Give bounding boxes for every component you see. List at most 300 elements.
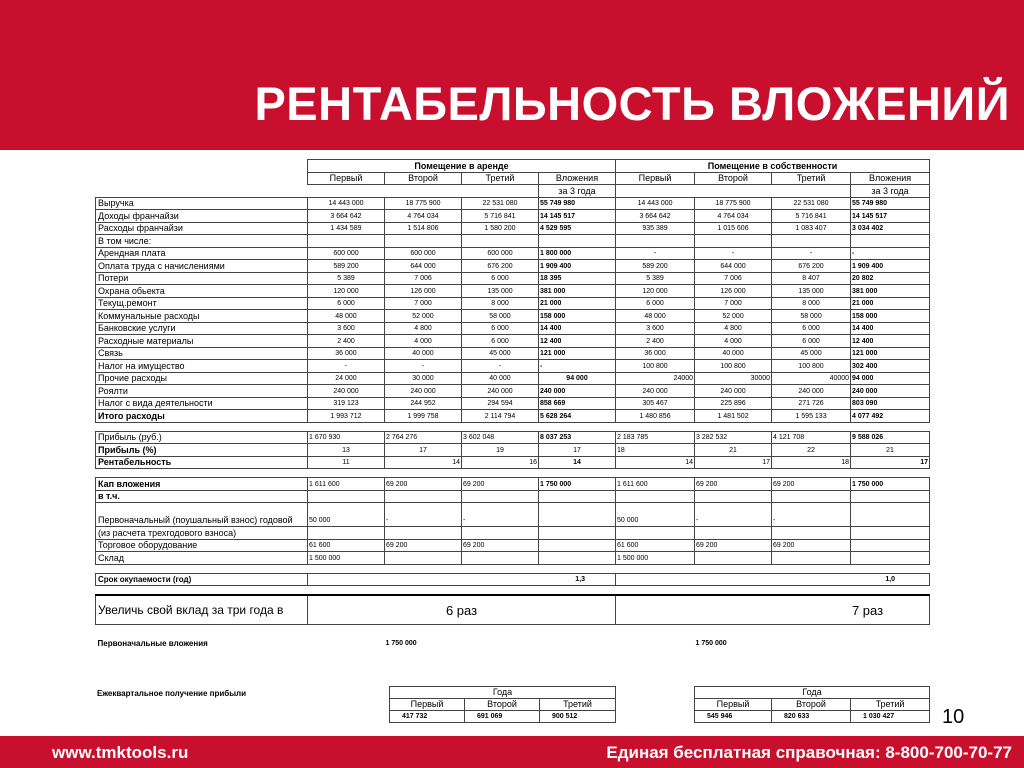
table-cell: 8 407	[772, 272, 851, 285]
table-cell: 22 531 080	[462, 197, 539, 210]
table-cell: 61 600	[308, 539, 385, 552]
table-row	[96, 503, 930, 527]
col-investments: Вложения	[539, 172, 616, 185]
table-cell: 16	[462, 456, 539, 469]
table-cell: 240 000	[772, 385, 851, 398]
table-row	[96, 260, 930, 273]
table-cell: -	[308, 360, 385, 373]
table-cell	[616, 235, 695, 248]
table-cell	[308, 527, 385, 540]
table-cell	[851, 552, 930, 565]
table-row	[96, 310, 930, 323]
col-third: Третий	[772, 172, 851, 185]
table-cell	[851, 503, 930, 527]
table-cell: 4 800	[385, 322, 462, 335]
table-cell: 6 000	[462, 335, 539, 348]
q-col-third: Третий	[851, 699, 930, 711]
table-cell: 100 800	[695, 360, 772, 373]
table-cell: 240 000	[385, 385, 462, 398]
table-cell: 17	[851, 456, 930, 469]
initial-row	[96, 625, 930, 662]
table-cell: 40 000	[695, 347, 772, 360]
table-cell: 1 595 133	[772, 410, 851, 423]
row-label: Итого расходы	[96, 410, 308, 423]
table-cell: 4 000	[385, 335, 462, 348]
table-cell: 12 400	[851, 335, 930, 348]
table-cell: 935 389	[616, 222, 695, 235]
table-cell: 21	[851, 444, 930, 457]
q-own-3: 1 030 427	[851, 711, 930, 723]
table-cell: 4 077 492	[851, 410, 930, 423]
table-cell: -	[462, 360, 539, 373]
q-own-1: 545 946	[695, 711, 772, 723]
table-cell: 19	[462, 444, 539, 457]
table-cell	[308, 490, 385, 503]
table-cell: 7 006	[385, 272, 462, 285]
spacer-row	[96, 564, 930, 573]
table-cell: 1 670 930	[308, 431, 385, 444]
table-cell: 271 726	[772, 397, 851, 410]
table-cell: 17	[385, 444, 462, 457]
table-cell: 69 200	[462, 478, 539, 491]
row-label: Кап вложения	[96, 478, 308, 491]
initial-own: 1 750 000	[695, 639, 727, 647]
table-cell: 803 090	[851, 397, 930, 410]
table-cell: -	[695, 503, 772, 527]
table-cell	[462, 235, 539, 248]
table-cell: 14	[385, 456, 462, 469]
table-cell: -	[385, 360, 462, 373]
table-cell: 3 600	[616, 322, 695, 335]
table-cell: 55 749 980	[851, 197, 930, 210]
table-cell: 14	[616, 456, 695, 469]
table-row	[96, 527, 930, 540]
table-cell: 600 000	[385, 247, 462, 260]
table-cell	[695, 490, 772, 503]
table-cell: 2 183 785	[616, 431, 695, 444]
table-cell	[462, 527, 539, 540]
table-cell	[385, 490, 462, 503]
table-cell: 69 200	[695, 478, 772, 491]
table-cell: -	[385, 503, 462, 527]
row-label: Банковские услуги	[96, 322, 308, 335]
table-cell: 100 800	[772, 360, 851, 373]
table-cell	[695, 235, 772, 248]
profitability-table	[95, 159, 930, 661]
row-label: Выручка	[96, 197, 308, 210]
table-row	[96, 410, 930, 423]
table-cell: 14	[539, 456, 616, 469]
row-label: Доходы франчайзи	[96, 210, 308, 223]
table-cell	[616, 527, 695, 540]
table-cell: 1 611 600	[308, 478, 385, 491]
table-row	[96, 444, 930, 457]
table-cell: 14 400	[851, 322, 930, 335]
q-col-third: Третий	[540, 699, 616, 711]
payback-rent: 1,3	[308, 573, 616, 586]
table-row	[96, 347, 930, 360]
table-cell: 600 000	[308, 247, 385, 260]
table-cell	[772, 235, 851, 248]
table-cell: 126 000	[695, 285, 772, 298]
table-cell: 69 200	[385, 539, 462, 552]
table-cell	[385, 527, 462, 540]
table-cell: 1 750 000	[851, 478, 930, 491]
growth-rent: 6 раз	[308, 595, 616, 625]
growth-own: 7 раз	[616, 595, 930, 625]
table-cell: 135 000	[462, 285, 539, 298]
table-cell	[308, 235, 385, 248]
row-label: Первоначальный (поушальный взнос) годовой	[96, 503, 308, 527]
table-cell: 48 000	[308, 310, 385, 323]
table-row	[96, 297, 930, 310]
table-cell: 94 000	[539, 372, 616, 385]
col-investments: Вложения	[851, 172, 930, 185]
spacer-row	[96, 586, 930, 596]
table-cell	[462, 552, 539, 565]
row-label: Потери	[96, 272, 308, 285]
row-label: В том числе:	[96, 235, 308, 248]
table-cell: 240 000	[539, 385, 616, 398]
table-cell: 644 000	[695, 260, 772, 273]
table-cell: 13	[308, 444, 385, 457]
table-cell: 6 000	[616, 297, 695, 310]
table-cell: 18	[616, 444, 695, 457]
table-row	[96, 456, 930, 469]
table-cell	[772, 527, 851, 540]
quarterly-label: Ежеквартальное получение прибыли	[97, 689, 247, 698]
table-row	[96, 490, 930, 503]
table-cell: 30000	[695, 372, 772, 385]
table-row	[96, 385, 930, 398]
table-cell: 294 594	[462, 397, 539, 410]
row-label: Налог с вида деятельности	[96, 397, 308, 410]
q-col-first: Первый	[390, 699, 465, 711]
table-cell: -	[539, 360, 616, 373]
table-cell: 4 764 034	[695, 210, 772, 223]
website-link[interactable]: www.tmktools.ru	[52, 743, 189, 762]
table-cell: 305 467	[616, 397, 695, 410]
table-cell: 676 200	[462, 260, 539, 273]
table-row	[96, 397, 930, 410]
table-cell: 21 000	[539, 297, 616, 310]
table-cell: 1 800 000	[539, 247, 616, 260]
table-cell: 94 000	[851, 372, 930, 385]
table-cell: 240 000	[695, 385, 772, 398]
table-cell: 4 529 595	[539, 222, 616, 235]
table-row	[96, 360, 930, 373]
table-cell: -	[616, 247, 695, 260]
table-cell: 5 716 841	[462, 210, 539, 223]
table-cell: -	[695, 247, 772, 260]
col-third: Третий	[462, 172, 539, 185]
table-cell: 18 395	[539, 272, 616, 285]
table-cell: 7 000	[695, 297, 772, 310]
table-cell: 5 716 841	[772, 210, 851, 223]
table-cell: 7 006	[695, 272, 772, 285]
q-rent-1: 417 732	[390, 711, 465, 723]
table-cell: 121 000	[539, 347, 616, 360]
row-label: Прибыль (руб.)	[96, 431, 308, 444]
table-cell: 69 200	[385, 478, 462, 491]
table-cell: 18 775 900	[385, 197, 462, 210]
table-cell	[772, 490, 851, 503]
table-cell: 1 434 589	[308, 222, 385, 235]
payback-row	[96, 573, 930, 586]
table-cell: 4 800	[695, 322, 772, 335]
table-cell: 1 909 400	[851, 260, 930, 273]
table-cell: 8 000	[462, 297, 539, 310]
table-cell: 17	[695, 456, 772, 469]
table-cell: 30 000	[385, 372, 462, 385]
col-second: Второй	[695, 172, 772, 185]
table-cell: 240 000	[462, 385, 539, 398]
table-cell: 1 500 000	[308, 552, 385, 565]
table-cell: 120 000	[308, 285, 385, 298]
payback-own: 1,0	[616, 573, 930, 586]
table-row	[96, 272, 930, 285]
table-cell	[851, 527, 930, 540]
table-cell: 6 000	[462, 322, 539, 335]
table-row	[96, 552, 930, 565]
table-row	[96, 478, 930, 491]
table-cell: 676 200	[772, 260, 851, 273]
table-cell: 69 200	[462, 539, 539, 552]
page-number: 10	[942, 706, 965, 728]
row-label: Связь	[96, 347, 308, 360]
row-label: (из расчета трехгодового взноса)	[96, 527, 308, 540]
col-investments-3y: за 3 года	[539, 185, 616, 198]
q-own-2: 820 633	[772, 711, 851, 723]
table-cell: 3 664 642	[308, 210, 385, 223]
table-cell	[539, 235, 616, 248]
growth-label: Увеличь свой вклад за три года в	[96, 595, 308, 625]
table-cell: 55 749 980	[539, 197, 616, 210]
table-cell: 1 580 200	[462, 222, 539, 235]
table-cell: 120 000	[616, 285, 695, 298]
table-cell: 18	[772, 456, 851, 469]
table-cell: 6 000	[462, 272, 539, 285]
table-cell: 6 000	[772, 335, 851, 348]
table-cell	[385, 235, 462, 248]
table-cell: 36 000	[308, 347, 385, 360]
table-cell: 58 000	[462, 310, 539, 323]
table-cell: 61 600	[616, 539, 695, 552]
table-cell: 3 034 402	[851, 222, 930, 235]
table-row	[96, 222, 930, 235]
table-cell: 69 200	[772, 478, 851, 491]
table-cell: 1 500 000	[616, 552, 695, 565]
table-cell: 644 000	[385, 260, 462, 273]
table-cell: 50 000	[308, 503, 385, 527]
table-cell: 22 531 080	[772, 197, 851, 210]
table-cell: 4 121 708	[772, 431, 851, 444]
row-label: Роялти	[96, 385, 308, 398]
table-cell: 1 083 407	[772, 222, 851, 235]
table-cell: 58 000	[772, 310, 851, 323]
table-row	[96, 322, 930, 335]
table-row	[96, 197, 930, 210]
table-cell: 48 000	[616, 310, 695, 323]
table-cell: 8 037 253	[539, 431, 616, 444]
table-cell: 69 200	[695, 539, 772, 552]
table-cell	[462, 490, 539, 503]
row-label: Налог на имущество	[96, 360, 308, 373]
table-row	[96, 235, 930, 248]
table-cell: 2 400	[616, 335, 695, 348]
row-label: Текущ.ремонт	[96, 297, 308, 310]
table-cell: 858 669	[539, 397, 616, 410]
table-cell: 21 000	[851, 297, 930, 310]
table-cell: 69 200	[772, 539, 851, 552]
table-cell: 1 514 806	[385, 222, 462, 235]
spacer-row	[96, 469, 930, 478]
table-cell: 2 764 276	[385, 431, 462, 444]
table-cell: 240 000	[308, 385, 385, 398]
initial-label: Первоначальные вложения	[97, 638, 208, 648]
table-cell: 5 628 264	[539, 410, 616, 423]
table-cell: 240 000	[851, 385, 930, 398]
table-cell: 52 000	[695, 310, 772, 323]
table-cell: 50 000	[616, 503, 695, 527]
table-cell: 126 000	[385, 285, 462, 298]
table-cell	[539, 490, 616, 503]
table-cell	[616, 490, 695, 503]
years-header: Года	[695, 687, 930, 699]
table-cell	[851, 539, 930, 552]
table-cell: 2 114 794	[462, 410, 539, 423]
col-investments-3y: за 3 года	[851, 185, 930, 198]
initial-rent: 1 750 000	[385, 639, 417, 647]
row-label: Прочие расходы	[96, 372, 308, 385]
row-label: Расходы франчайзи	[96, 222, 308, 235]
q-col-second: Второй	[465, 699, 540, 711]
table-cell: 589 200	[616, 260, 695, 273]
row-label: Торговое оборудование	[96, 539, 308, 552]
table-cell	[695, 527, 772, 540]
table-cell: 36 000	[616, 347, 695, 360]
table-cell: 45 000	[772, 347, 851, 360]
row-label: в т.ч.	[96, 490, 308, 503]
table-cell: 14 443 000	[616, 197, 695, 210]
table-cell	[539, 503, 616, 527]
table-cell: 1 481 502	[695, 410, 772, 423]
table-cell: 7 000	[385, 297, 462, 310]
row-label: Прибыль (%)	[96, 444, 308, 457]
row-label: Рентабельность	[96, 456, 308, 469]
spacer-row	[96, 422, 930, 431]
table-cell: 22	[772, 444, 851, 457]
table-cell: 24000	[616, 372, 695, 385]
table-cell	[851, 490, 930, 503]
table-cell: 3 282 532	[695, 431, 772, 444]
table-cell: 158 000	[539, 310, 616, 323]
table-cell: 240 000	[616, 385, 695, 398]
table-cell	[539, 552, 616, 565]
growth-row	[96, 595, 930, 625]
table-cell: 381 000	[851, 285, 930, 298]
table-cell	[851, 235, 930, 248]
table-row	[96, 539, 930, 552]
table-row	[96, 285, 930, 298]
table-cell: 1 611 600	[616, 478, 695, 491]
row-label: Охрана обьекта	[96, 285, 308, 298]
table-cell: 24 000	[308, 372, 385, 385]
table-cell: 244 952	[385, 397, 462, 410]
table-cell: 5 389	[616, 272, 695, 285]
table-cell: 4 764 034	[385, 210, 462, 223]
table-cell: 600 000	[462, 247, 539, 260]
table-cell: 121 000	[851, 347, 930, 360]
table-cell: 4 000	[695, 335, 772, 348]
table-cell: 3 600	[308, 322, 385, 335]
table-cell	[539, 539, 616, 552]
table-cell: 381 000	[539, 285, 616, 298]
table-cell: 1 015 606	[695, 222, 772, 235]
table-cell: 8 000	[772, 297, 851, 310]
table-cell: 1 999 758	[385, 410, 462, 423]
row-label: Арендная плата	[96, 247, 308, 260]
table-row	[96, 335, 930, 348]
table-cell: 589 200	[308, 260, 385, 273]
table-cell: 135 000	[772, 285, 851, 298]
col-first: Первый	[616, 172, 695, 185]
table-cell: 11	[308, 456, 385, 469]
table-cell: -	[772, 503, 851, 527]
table-cell: 6 000	[772, 322, 851, 335]
table-cell: 1 750 000	[539, 478, 616, 491]
table-cell: 12 400	[539, 335, 616, 348]
table-cell	[539, 527, 616, 540]
table-row	[96, 210, 930, 223]
table-cell: 40000	[772, 372, 851, 385]
table-cell: 40 000	[462, 372, 539, 385]
footer-bar	[0, 736, 1024, 768]
table-cell: 225 896	[695, 397, 772, 410]
table-cell: 20 802	[851, 272, 930, 285]
table-cell: 1 909 400	[539, 260, 616, 273]
table-cell: 1 480 856	[616, 410, 695, 423]
table-cell	[385, 552, 462, 565]
table-cell	[695, 552, 772, 565]
table-cell: 302 400	[851, 360, 930, 373]
years-header: Года	[390, 687, 616, 699]
group-header-own: Помещение в собственности	[616, 160, 930, 173]
table-cell: 52 000	[385, 310, 462, 323]
table-cell: 3 664 642	[616, 210, 695, 223]
row-label: Коммунальные расходы	[96, 310, 308, 323]
table-cell: 18 775 900	[695, 197, 772, 210]
table-cell: -	[772, 247, 851, 260]
table-cell: 14 443 000	[308, 197, 385, 210]
table-cell: 319 123	[308, 397, 385, 410]
group-header-rent: Помещение в аренде	[308, 160, 616, 173]
quarterly-own-table	[694, 686, 930, 723]
table-cell: 100 800	[616, 360, 695, 373]
col-first: Первый	[308, 172, 385, 185]
hotline-text: Единая бесплатная справочная: 8-800-700-70-77	[606, 743, 1012, 762]
quarterly-rent-table	[389, 686, 616, 723]
table-cell: 9 588 026	[851, 431, 930, 444]
table-cell: 45 000	[462, 347, 539, 360]
q-col-second: Второй	[772, 699, 851, 711]
table-cell: -	[462, 503, 539, 527]
payback-label: Срок окупаемости (год)	[96, 573, 308, 586]
table-row	[96, 372, 930, 385]
row-label: Склад	[96, 552, 308, 565]
table-cell: 14 145 517	[539, 210, 616, 223]
table-cell: 5 389	[308, 272, 385, 285]
